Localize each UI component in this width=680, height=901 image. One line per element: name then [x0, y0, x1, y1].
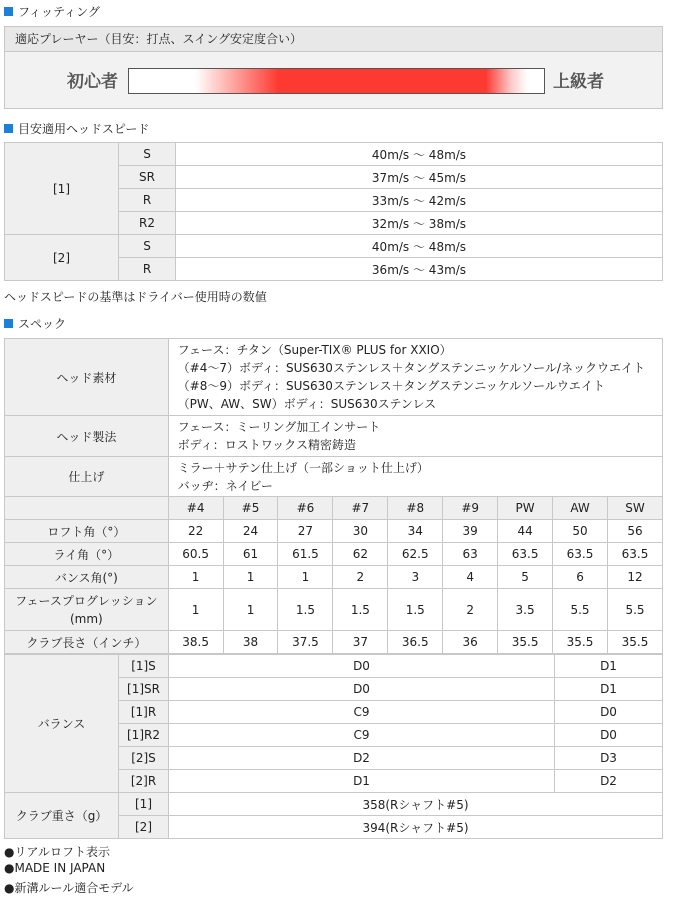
club-number: SW	[607, 497, 662, 520]
balance-weight-table	[4, 654, 663, 839]
shaft-cell: [2]	[119, 816, 169, 839]
table-row	[5, 457, 663, 497]
table-row	[5, 339, 663, 416]
balance-main: D1	[169, 770, 555, 793]
balance-wedge: D0	[555, 724, 663, 747]
section-square-icon	[4, 319, 13, 328]
spec-heading-text: スペック	[18, 316, 67, 331]
finish-line: バッヂ：ネイビー	[177, 478, 273, 493]
spec-value: 50	[553, 520, 608, 543]
speed-range: 33m/s 〜 42m/s	[176, 189, 663, 212]
spec-value: 12	[607, 566, 662, 589]
fitting-box	[4, 26, 663, 109]
spec-value: 1	[223, 589, 278, 631]
balance-wedge: D2	[555, 770, 663, 793]
face-progression-line: フェースプログレッション	[15, 593, 158, 608]
spec-value: 5.5	[553, 589, 608, 631]
face-progression-unit: (mm)	[69, 611, 103, 626]
balance-main: C9	[169, 701, 555, 724]
balance-wedge: D0	[555, 701, 663, 724]
spec-value: 30	[333, 520, 388, 543]
spec-value: 39	[443, 520, 498, 543]
spec-value: 44	[498, 520, 553, 543]
note-groove-rule: ●新溝ルール適合モデル	[4, 881, 134, 895]
length-label: クラブ長さ（インチ）	[5, 631, 169, 654]
shaft-cell: [1]S	[119, 655, 169, 678]
spec-value: 1.5	[388, 589, 443, 631]
spec-value: 4	[443, 566, 498, 589]
fitting-body	[5, 52, 662, 108]
headspeed-heading	[4, 120, 149, 136]
spec-value: 61.5	[278, 543, 333, 566]
finish-label: 仕上げ	[5, 457, 169, 497]
speed-range: 36m/s 〜 43m/s	[176, 258, 663, 281]
head-making-line: ボディ：ロストワックス精密鋳造	[177, 438, 356, 452]
spec-value: 37	[333, 631, 388, 654]
head-material-line: フェース：チタン（Super-TIX® PLUS for XXIO）	[177, 343, 452, 357]
spec-value: 1	[168, 589, 223, 631]
table-row	[5, 631, 663, 654]
club-header-blank	[5, 497, 169, 520]
fitting-heading-text: フィッティング	[18, 4, 100, 19]
head-material-line: （PW、AW、SW）ボディ：SUS630ステンレス	[177, 397, 437, 411]
group-label: [1]	[5, 143, 119, 235]
balance-wedge: D3	[555, 747, 663, 770]
balance-main: D0	[169, 655, 555, 678]
section-square-icon	[4, 7, 13, 16]
beginner-label: 初心者	[67, 72, 118, 92]
shaft-cell: [1]	[119, 793, 169, 816]
spec-value: 34	[388, 520, 443, 543]
spec-value: 37.5	[278, 631, 333, 654]
spec-value: 38	[223, 631, 278, 654]
spec-value: 63	[443, 543, 498, 566]
table-row	[5, 416, 663, 457]
lie-label: ライ角（°）	[5, 543, 169, 566]
weight-label: クラブ重さ（g）	[5, 793, 119, 839]
spec-value: 62	[333, 543, 388, 566]
spec-value: 62.5	[388, 543, 443, 566]
spec-value: 1	[278, 566, 333, 589]
spec-value: 6	[553, 566, 608, 589]
club-number: AW	[553, 497, 608, 520]
spec-value: 1	[168, 566, 223, 589]
club-header-row	[5, 497, 663, 520]
section-square-icon	[4, 124, 13, 133]
club-number: PW	[498, 497, 553, 520]
spec-value: 27	[278, 520, 333, 543]
shaft-cell: [1]R2	[119, 724, 169, 747]
flex-cell: R2	[119, 212, 176, 235]
speed-range: 37m/s 〜 45m/s	[176, 166, 663, 189]
spec-value: 56	[607, 520, 662, 543]
club-number: #4	[168, 497, 223, 520]
spec-value: 2	[333, 566, 388, 589]
weight-value: 394(Rシャフト#5)	[169, 816, 663, 839]
table-row	[5, 143, 663, 166]
spec-value: 1.5	[278, 589, 333, 631]
flex-cell: SR	[119, 166, 176, 189]
table-row	[5, 543, 663, 566]
table-row	[5, 566, 663, 589]
balance-wedge: D1	[555, 655, 663, 678]
group-label: [2]	[5, 235, 119, 281]
headspeed-table	[4, 142, 663, 281]
finish-line: ミラー＋サテン仕上げ（一部ショット仕上げ）	[177, 460, 429, 475]
head-material-label: ヘッド素材	[5, 339, 169, 416]
table-row	[5, 235, 663, 258]
head-material-line: （#8〜9）ボディ：SUS630ステンレス＋タングステンニッケルソールウエイト	[177, 379, 605, 393]
speed-range: 40m/s 〜 48m/s	[176, 143, 663, 166]
head-material-line: （#4〜7）ボディ：SUS630ステンレス＋タングステンニッケルソール/ネックウエイト	[177, 361, 645, 375]
head-material-value	[168, 339, 662, 416]
balance-main: C9	[169, 724, 555, 747]
spec-value: 35.5	[498, 631, 553, 654]
spec-value: 1.5	[333, 589, 388, 631]
head-making-line: フェース：ミーリング加工インサート	[177, 420, 381, 434]
spec-value: 3.5	[498, 589, 553, 631]
note-real-loft: ●リアルロフト表示	[4, 845, 110, 859]
club-number: #5	[223, 497, 278, 520]
club-number: #6	[278, 497, 333, 520]
bounce-label: バンス角(°)	[5, 566, 169, 589]
shaft-cell: [2]R	[119, 770, 169, 793]
spec-value: 36	[443, 631, 498, 654]
shaft-cell: [1]SR	[119, 678, 169, 701]
player-level-bar	[128, 68, 545, 94]
table-row	[5, 589, 663, 631]
head-making-label: ヘッド製法	[5, 416, 169, 457]
spec-value: 1	[223, 566, 278, 589]
balance-wedge: D1	[555, 678, 663, 701]
table-row	[5, 655, 663, 678]
spec-value: 5	[498, 566, 553, 589]
spec-value: 63.5	[553, 543, 608, 566]
spec-value: 3	[388, 566, 443, 589]
spec-value: 60.5	[168, 543, 223, 566]
spec-value: 36.5	[388, 631, 443, 654]
balance-main: D2	[169, 747, 555, 770]
spec-heading	[4, 315, 66, 331]
spec-value: 35.5	[607, 631, 662, 654]
spec-value: 63.5	[498, 543, 553, 566]
weight-value: 358(Rシャフト#5)	[169, 793, 663, 816]
headspeed-heading-text: 目安適用ヘッドスピード	[18, 121, 150, 136]
shaft-cell: [2]S	[119, 747, 169, 770]
balance-label: バランス	[5, 655, 119, 793]
spec-table	[4, 338, 663, 654]
speed-range: 32m/s 〜 38m/s	[176, 212, 663, 235]
advanced-label: 上級者	[553, 72, 604, 92]
shaft-cell: [1]R	[119, 701, 169, 724]
club-number: #9	[443, 497, 498, 520]
table-row	[5, 793, 663, 816]
club-number: #8	[388, 497, 443, 520]
loft-label: ロフト角（°）	[5, 520, 169, 543]
finish-value	[168, 457, 662, 497]
balance-main: D0	[169, 678, 555, 701]
club-number: #7	[333, 497, 388, 520]
flex-cell: S	[119, 235, 176, 258]
note-made-in-japan: ●MADE IN JAPAN	[4, 861, 106, 875]
spec-value: 22	[168, 520, 223, 543]
flex-cell: R	[119, 189, 176, 212]
face-progression-label	[5, 589, 169, 631]
spec-value: 38.5	[168, 631, 223, 654]
spec-value: 35.5	[553, 631, 608, 654]
spec-value: 2	[443, 589, 498, 631]
spec-value: 24	[223, 520, 278, 543]
table-row	[5, 520, 663, 543]
fitting-heading	[4, 3, 100, 19]
head-making-value	[168, 416, 662, 457]
headspeed-note: ヘッドスピードの基準はドライバー使用時の数値	[4, 290, 267, 304]
flex-cell: S	[119, 143, 176, 166]
spec-value: 63.5	[607, 543, 662, 566]
spec-value: 61	[223, 543, 278, 566]
spec-value: 5.5	[607, 589, 662, 631]
flex-cell: R	[119, 258, 176, 281]
fitting-title: 適応プレーヤー（目安：打点、スイング安定度合い）	[5, 27, 662, 52]
speed-range: 40m/s 〜 48m/s	[176, 235, 663, 258]
